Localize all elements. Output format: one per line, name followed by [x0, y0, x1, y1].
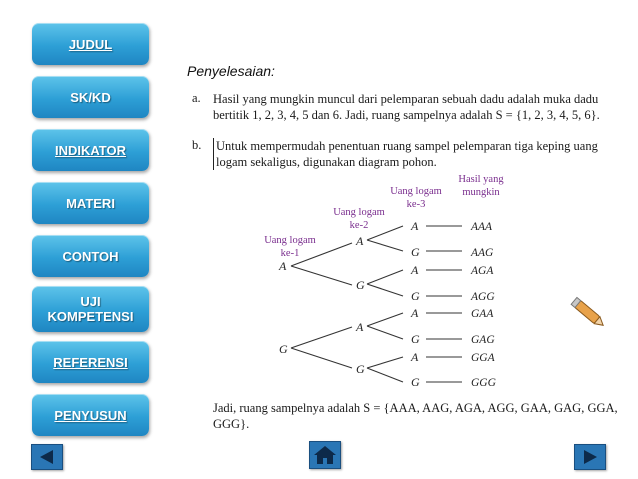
header-coin3-line2: ke-3	[406, 199, 426, 210]
home-icon	[310, 442, 340, 468]
nav-label: JUDUL	[68, 36, 113, 52]
header-coin2-line2: ke-2	[349, 220, 369, 231]
part-b-text: Untuk mempermudah penentuan ruang sampel pelemparan tiga keping uang logam sekaligus, digunakan diagram pohon.	[213, 138, 616, 170]
nav-label: UJI KOMPETENSI	[47, 294, 134, 324]
nav-label: MATERI	[66, 195, 115, 211]
tree-node-l1: A	[279, 259, 287, 273]
nav-label: REFERENSI	[53, 354, 128, 370]
tree-node-l3: A	[411, 219, 419, 233]
next-button[interactable]	[574, 444, 606, 470]
tree-node-l3: G	[411, 289, 420, 303]
header-result-line1: Hasil yang	[458, 174, 504, 185]
tree-node-l2: A	[356, 234, 364, 248]
tree-outcome: GAG	[471, 334, 495, 346]
pencil-cursor-icon	[571, 297, 606, 328]
header-coin2-line1: Uang logam	[333, 207, 385, 218]
tree-node-l3: G	[411, 332, 420, 346]
nav-label: INDIKATOR	[54, 142, 127, 158]
tree-outcome: GAA	[471, 308, 494, 320]
page-heading: Penyelesaian:	[187, 63, 275, 79]
tree-outcome: AAG	[471, 247, 494, 259]
tree-node-l2: A	[356, 320, 364, 334]
conclusion-text: Jadi, ruang sampelnya adalah S = {AAA, AAG, AGA, AGG, GAA, GAG, GGA, GGG}.	[213, 401, 618, 431]
tree-node-l1: G	[279, 342, 288, 356]
tree-outcome: AAA	[471, 221, 493, 233]
tree-outcome: GGG	[471, 377, 496, 389]
tree-outcome: GGA	[471, 352, 495, 364]
nav-label: CONTOH	[62, 248, 119, 264]
tree-node-l3: A	[411, 306, 419, 320]
part-a-text: Hasil yang mungkin muncul dari pelemparan sebuah dadu adalah muka dadu bertitik 1, 2, 3, 4, 5 dan 6. Jadi, ruang sampelnya adalah S = {1, 2, 3, 4, 5, 6}.	[213, 92, 600, 122]
part-b-label: b.	[192, 138, 202, 152]
tree-node-l2: G	[356, 278, 365, 292]
tree-outcome: AGG	[471, 291, 495, 303]
tree-node-l3: A	[411, 350, 419, 364]
tree-node-l3: A	[411, 263, 419, 277]
header-coin1-line2: ke-1	[280, 248, 300, 259]
tree-outcome: AGA	[471, 265, 494, 277]
left-arrow-icon	[32, 445, 62, 469]
tree-node-l3: G	[411, 245, 420, 259]
nav-label: PENYUSUN	[54, 407, 127, 423]
header-coin3-line1: Uang logam	[390, 186, 442, 197]
part-a-label: a.	[192, 91, 201, 105]
nav-label: SK/KD	[70, 89, 111, 105]
tree-node-l3: G	[411, 375, 420, 389]
tree-node-l2: G	[356, 362, 365, 376]
home-button[interactable]	[309, 441, 341, 469]
header-result-line2: mungkin	[462, 187, 500, 198]
header-coin1-line1: Uang logam	[264, 235, 316, 246]
prev-button[interactable]	[31, 444, 63, 470]
right-arrow-icon	[575, 445, 605, 469]
